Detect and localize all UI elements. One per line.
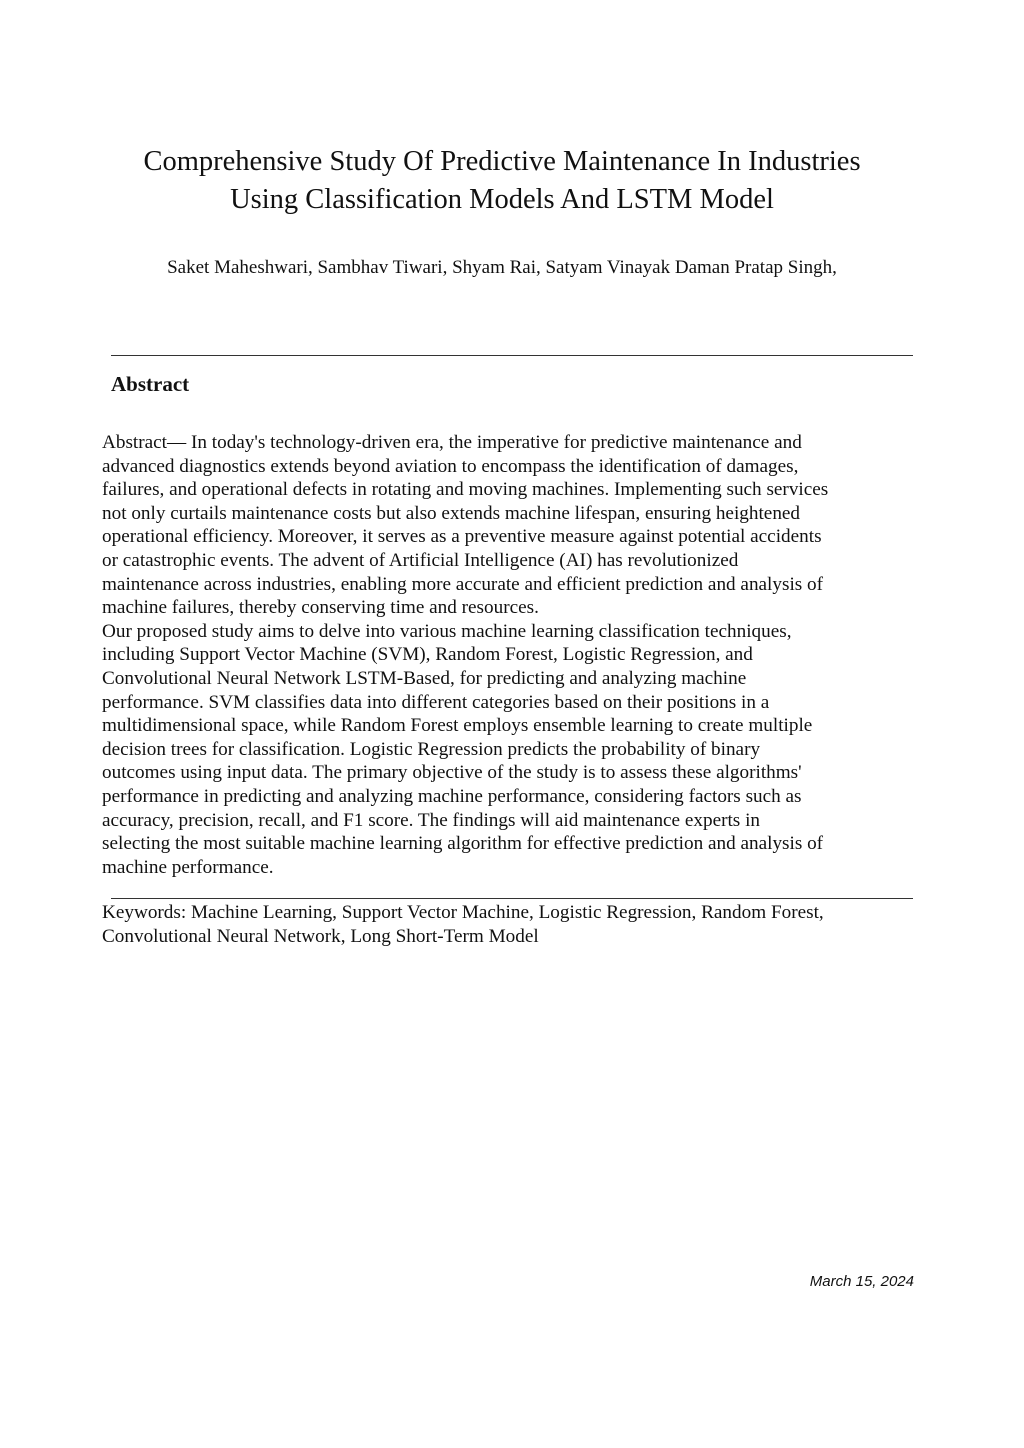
abstract-line: maintenance across industries, enabling more accurate and efficient prediction and analysis of xyxy=(102,573,824,595)
paper-title xyxy=(80,143,924,219)
abstract-line: including Support Vector Machine (SVM), Random Forest, Logistic Regression, and xyxy=(102,644,753,666)
title-line: Using Classification Models And LSTM Model xyxy=(230,184,774,215)
title-line: Comprehensive Study Of Predictive Maintenance In Industries xyxy=(143,146,861,177)
abstract-line: multidimensional space, while Random Forest employs ensemble learning to create multiple xyxy=(102,715,813,737)
abstract-heading: Abstract xyxy=(111,372,190,396)
abstract-line: advanced diagnostics extends beyond aviation to encompass the identification of damages, xyxy=(102,455,799,477)
abstract-line: machine performance. xyxy=(102,856,274,878)
abstract-line: outcomes using input data. The primary objective of the study is to assess these algorithms' xyxy=(102,762,802,784)
top-divider xyxy=(111,355,913,356)
publication-date: March 15, 2024 xyxy=(809,1273,914,1290)
abstract-line: operational efficiency. Moreover, it serves as a preventive measure against potential accidents xyxy=(102,526,822,548)
abstract-body xyxy=(102,431,932,879)
bottom-divider xyxy=(111,898,913,899)
keywords xyxy=(102,901,932,948)
abstract-line: performance. SVM classifies data into different categories based on their positions in a xyxy=(102,691,770,713)
abstract-line: Abstract— In today's technology-driven era, the imperative for predictive maintenance and xyxy=(102,432,802,453)
abstract-line: performance in predicting and analyzing machine performance, considering factors such as xyxy=(102,785,802,807)
abstract-line: failures, and operational defects in rotating and moving machines. Implementing such services xyxy=(102,479,829,501)
abstract-line: Convolutional Neural Network LSTM-Based, for predicting and analyzing machine xyxy=(102,667,747,689)
abstract-line: or catastrophic events. The advent of Artificial Intelligence (AI) has revolutionized xyxy=(102,549,739,571)
abstract-line: decision trees for classification. Logistic Regression predicts the probability of binary xyxy=(102,738,761,760)
keywords-line: Convolutional Neural Network, Long Short-Term Model xyxy=(102,925,539,947)
abstract-line: selecting the most suitable machine learning algorithm for effective prediction and analysis of xyxy=(102,833,824,855)
keywords-line: Keywords: Machine Learning, Support Vector Machine, Logistic Regression, Random Forest, xyxy=(102,902,824,923)
abstract-line: Our proposed study aims to delve into various machine learning classification techniques, xyxy=(102,620,792,642)
author-list: Saket Maheshwari, Sambhav Tiwari, Shyam Rai, Satyam Vinayak Daman Pratap Singh, xyxy=(167,257,837,278)
abstract-line: accuracy, precision, recall, and F1 score. The findings will aid maintenance experts in xyxy=(102,809,760,831)
abstract-line: not only curtails maintenance costs but also extends machine lifespan, ensuring heightened xyxy=(102,502,801,524)
abstract-line: machine failures, thereby conserving time and resources. xyxy=(102,597,539,619)
